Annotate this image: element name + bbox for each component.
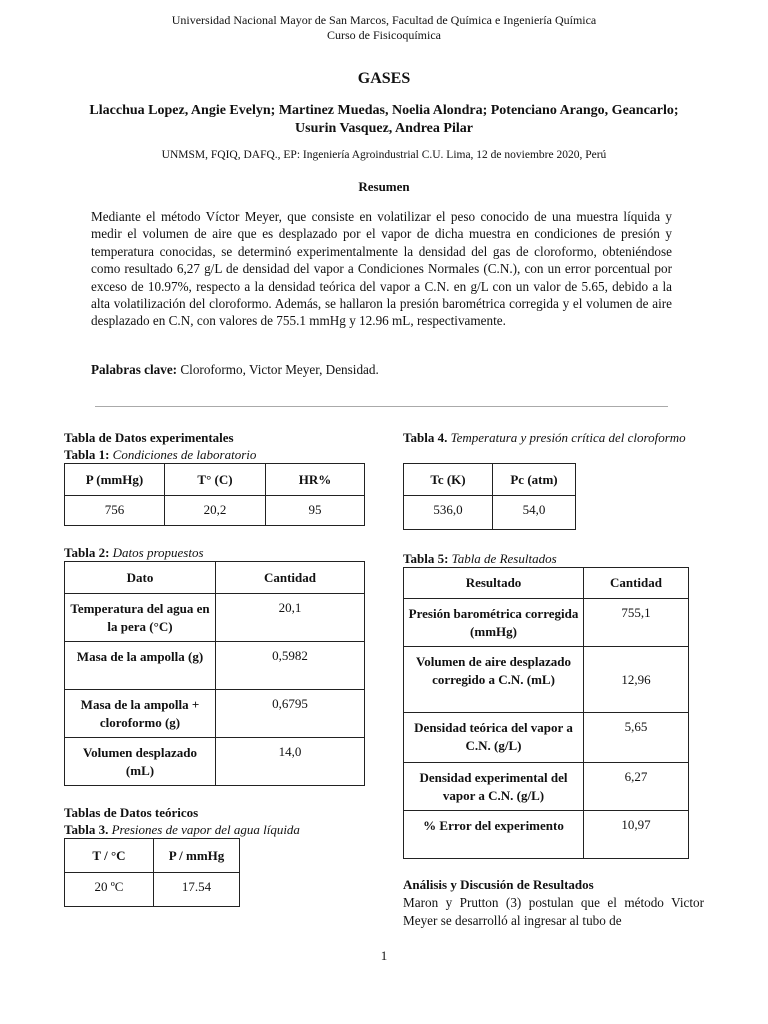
table4-cell: 536,0 — [404, 496, 493, 530]
table-row — [404, 713, 689, 763]
table4 — [403, 463, 576, 530]
table5-cell: 6,27 — [584, 763, 689, 811]
table2-cell: 0,6795 — [216, 690, 365, 738]
table2-cell: Volumen desplazado (mL) — [65, 738, 216, 786]
section-divider — [95, 406, 668, 407]
table-row — [65, 690, 365, 738]
table4-caption — [403, 430, 703, 446]
table-row — [404, 599, 689, 647]
table5-cell: 12,96 — [584, 647, 689, 713]
table2-cell: 20,1 — [216, 594, 365, 642]
keywords-label: Palabras clave: — [91, 362, 178, 377]
keywords — [91, 362, 672, 378]
table5-cell: Densidad teórica del vapor a C.N. (g/L) — [404, 713, 584, 763]
table2-cell: Temperatura del agua en la pera (°C) — [65, 594, 216, 642]
table1-cell: 20,2 — [165, 496, 266, 526]
table4-header: Tc (K) — [404, 464, 493, 496]
table2-cell: 0,5982 — [216, 642, 365, 690]
table5-header: Cantidad — [584, 568, 689, 599]
table2-cell: Masa de la ampolla (g) — [65, 642, 216, 690]
table5 — [403, 567, 689, 859]
table3-caption-text: Presiones de vapor del agua líquida — [111, 822, 300, 837]
table1-header: HR% — [266, 464, 365, 496]
table4-cell: 54,0 — [493, 496, 576, 530]
experimental-section-title: Tabla de Datos experimentales — [64, 430, 234, 445]
table5-cell: Volumen de aire desplazado corregido a C.N. (mL) — [404, 647, 584, 713]
table5-cell: 5,65 — [584, 713, 689, 763]
table1-header: P (mmHg) — [65, 464, 165, 496]
institution-name: Universidad Nacional Mayor de San Marcos, Facultad de Química e Ingeniería Química — [171, 13, 597, 27]
table3 — [64, 838, 240, 907]
experimental-section-heading — [64, 430, 234, 446]
authors: Llacchua Lopez, Angie Evelyn; Martinez Muedas, Noelia Alondra; Potenciano Arango, Geancarlo; Usurin Vasquez, Andrea Pilar — [89, 103, 679, 136]
affiliation: UNMSM, FQIQ, DAFQ., EP: Ingeniería Agroindustrial C.U. Lima, 12 de noviembre 2020, Perú — [161, 149, 607, 161]
table2-caption-text: Datos propuestos — [112, 545, 204, 560]
page-number: 1 — [380, 948, 388, 963]
table-row — [65, 594, 365, 642]
table-row — [404, 811, 689, 859]
table1-cell: 95 — [266, 496, 365, 526]
table5-cell: % Error del experimento — [404, 811, 584, 859]
table-row — [65, 738, 365, 786]
table1-cell: 756 — [65, 496, 165, 526]
analysis-text: Maron y Prutton (3) postulan que el método Victor Meyer se desarrolló al ingresar al tubo de — [403, 895, 704, 928]
table4-header: Pc (atm) — [493, 464, 576, 496]
analysis-heading: Análisis y Discusión de Resultados — [403, 877, 594, 892]
table5-header: Resultado — [404, 568, 584, 599]
table5-label: Tabla 5: — [403, 551, 449, 566]
table4-label: Tabla 4. — [403, 430, 448, 445]
institution-header — [0, 13, 768, 43]
abstract-heading: Resumen — [358, 179, 410, 194]
table3-caption — [64, 822, 300, 838]
table1-header: T° (C) — [165, 464, 266, 496]
table3-label: Tabla 3. — [64, 822, 109, 837]
table5-caption-text: Tabla de Resultados — [451, 551, 557, 566]
table1-caption — [64, 447, 256, 463]
table2-header: Cantidad — [216, 562, 365, 594]
table5-cell: Densidad experimental del vapor a C.N. (g/L) — [404, 763, 584, 811]
table1-caption-text: Condiciones de laboratorio — [112, 447, 257, 462]
table5-cell: 10,97 — [584, 811, 689, 859]
table5-caption — [403, 551, 557, 567]
table2-caption — [64, 545, 204, 561]
table3-cell: 17.54 — [154, 873, 240, 907]
abstract-text: Mediante el método Víctor Meyer, que consiste en volatilizar el peso conocido de una muestra líquida y medir el volumen de aire que es desplazado por el vapor de dicha muestra en condiciones de presión y temperatura conocidas, se determinó experimentalmente la densidad del gas de cloroformo, obteniéndose como resultado 6,27 g/L de densidad del vapor a Condiciones Normales (C.N.), con un error porcentual por exceso de 10.97%, respecto a la densidad teórica del vapor a C.N. en g/L con un valor de 5.65, debido a la alta volatilización del cloroformo. Además, se hallaron la presión barométrica corregida y el volumen de aire desplazado en C.N, con valores de 755.1 mmHg y 12.96 mL, respectivamente. — [91, 209, 672, 329]
table1 — [64, 463, 365, 526]
table2-label: Tabla 2: — [64, 545, 110, 560]
table-row — [404, 647, 689, 713]
keywords-text: Cloroformo, Victor Meyer, Densidad. — [180, 362, 379, 377]
table2 — [64, 561, 365, 786]
theoretical-section-title: Tablas de Datos teóricos — [64, 805, 199, 820]
table1-label: Tabla 1: — [64, 447, 110, 462]
table5-cell: Presión barométrica corregida (mmHg) — [404, 599, 584, 647]
table4-caption-text: Temperatura y presión crítica del cloroformo — [450, 430, 686, 445]
table3-cell: 20 ºC — [65, 873, 154, 907]
table2-cell: 14,0 — [216, 738, 365, 786]
table2-header: Dato — [65, 562, 216, 594]
table-row — [404, 763, 689, 811]
table-row — [65, 642, 365, 690]
table2-cell: Masa de la ampolla + cloroformo (g) — [65, 690, 216, 738]
table3-header: T / °C — [65, 839, 154, 873]
theoretical-section-heading — [64, 805, 198, 821]
table5-cell: 755,1 — [584, 599, 689, 647]
table3-header: P / mmHg — [154, 839, 240, 873]
paper-title: GASES — [357, 70, 411, 87]
course-name: Curso de Fisicoquímica — [327, 28, 441, 42]
